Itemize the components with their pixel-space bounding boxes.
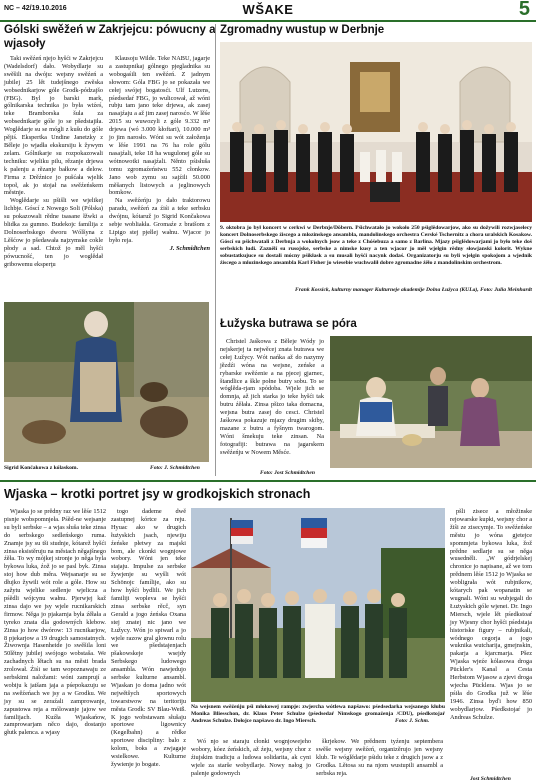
article4-paragraph: Wjaska jo se prědny raz we lěśe 1512 pisnje wobspomnjeła. Pśěd-ne wejsanje su byli serbske – a wjas słuša teke zinsa do serbskego sedleńskego ruma. Znamje jsy su tši studnje, kótarež hyšći zinsa eksistěruju na městach něgajšnego źěła. To wy mójkej stronje jo něga byla bykowa luka, źož jo se pasl byk. Zinsa stoj how dub měra. Wejsanarje su se dłujko žywili wót role a góle. How su zažytu wjelike sedlenje wjelicza a pśědli wójcynu wałnu. Pjerwjej kaž zinsa dajo we jsy wjele rucnikarskich firmow. Něga jo pjakarnja była źěłała a tyreko znata dla godowných klebow. Zinsa jo how dwórow: 13 rucnikarjow, 8 pjekarjow a 19 drugich samostatnych. Žiwownja Hasenheide jo swěšila loni 50lětny jubilej swójogo wobstaša. We zachadnych lětach su na městi brada zrolował. Źiśi se tam wopoznawaju ze serbskimi naložami: wóni zamprují a wobiju k jatšam jaja a pśepokazuju se na swěźeńach we jsy a w Grodku. We jsy su se zeraźali zamprowanje, zapustowa reja a mólowanje jajow we familijach. Kuźła Wjaskańow, zamprowarjam něco dajo, dostanjo głutk palenca. a wjasy (4, 508, 106, 737)
article3-title: Łužyska butrawa se póra (220, 318, 357, 330)
page-header (0, 0, 536, 22)
issue-number: NC – 42/19.10.2016 (4, 5, 67, 12)
article3-paragraph: Christel Jaśkowa z Běleje Wódy jo nejskerjej ta nejwěcej znata butrawa we cełej Łužycy. Wót nańka až do nazymy jězdźi wóna na wejsne, zeńske a rybarske swěźenie a na pjecej gjarnec, štandlice a škle połne butry sobu. To se wóglěda-rjam spódoba. Wjele jich se domnja, až jich starka jo teke hyšći tak butru źěłała. Zinsa pšizo taka domacna, wejsna butra zasej do cesci. Christel Jaśkowa pokazuje mjazy drugim skiby, mazane z butru a fyšnym twarogom. Wóni šmekuju teke zinsan. Na fotografiji: butrawa na jagarskem swěźeńju w Nowem Měsće. (220, 338, 324, 456)
article4-paragraph: pšli zisece a młožinske rejowarske kupki, wejsny chor a žiŝi ze zisecymje. To swěźeńske městu jo wóna gjetejce spommjeta bykowa luka, žož prědne sedlarje su se něga wusedněli. „W gódrjelskej chronice jo napisane, až we tom prědnem lěśe 1512 jo Wjaska se wobligrała wót rubjnikow, kótarych pak wopanatin se wugnali. Wóni su wubjegali do Łużyskich góle wjenei. Dr. Ingo Miersch, wjele lět pśedkstoaŕ jsy Wjesny chor hyšći pśedstaja historiske figury – rubjnikali, wódnego cegorja a jogo wuknika wutcharija, gmejnskin, pakarja a kjarcmarja. Pšez Wjaska wjeźe kólasowa droga Pückler's Kanal a Cesta Herbstom Wjasow a zjevi droga wjecha Pücklera. Wjas jo se pśiła do Grodka juž w lěśe 1946. Zinsa byďi how 850 wobydlarjow. Pśedkstojaŕ jo Andreas Schulze. (450, 508, 532, 721)
page-number: 5 (518, 0, 530, 20)
article2-caption: 9. oktobra jo był koncert w cerkwi w Derbnje/Döbern. Pśichwatało jo wokoło 250 pśiglědowarjow, ako su dožywili rozwjaselecy koncert Dolnoserbskego źiscego a mlozinskego ansambla, mandolinskego orchestra Cerské Tschernitz a chora uralskich Kosakow. Góscí su pśichwatali z Derbnja a wokolnych jsow a teke z Chóśebuza a samo z Barlina. Mjazy pśiglědowarjami jo było teke doš serbskich ludi. Zaznělí su rusojske, serbske a nimske kusy a ten wjacor jo měł wjelgin rědny słowjanski kolorit. Wykne sobustatkujuce su dostali mócny pśikłask a su musali hyšći nacynk dodaś. Organizatorju su byli wjelgin spokojom a wjednik źiscego a mlozinskego ansambla Karl Fisher jo wiesebie wuchwalił dobre zgromadne źěło z mandolinskim orchestrom. (220, 225, 532, 266)
butter-maker-photo (330, 336, 532, 468)
article1-column2 (109, 55, 210, 298)
article1-paragraph: Woglědarje su pšišli we wjelikej lichbje. Góscí z Nowego Soli (Pólska) su pokazowali rědne tsasane łžwki a blidka za gumno. Budekojc famílija z Dolnoserbskego dworu Wólšyna z Lěšćow jo pšedawała najzymske cokle płody a sad. Chtož jo měl hyšći pówucnošć, ten jo woglědał gribowemu eksperţu (4, 197, 103, 268)
article1-paragraph: Taki swěźeń njejo hyšći w Zakrjejcu (Wadelsdorf) dało. Wobydlarje su swěšili na dwóju: wejsny swěźeń a jubilej 25 lět tudejšnego zwěska wobsednikarjow góle Grodk-pódzajšo (FBG). Byl jo barski mark, gólnikarska technika jo była wiźeś, teke Bramborska šula za wobsednikarje góle jo se pšedstajiła. Woglědarje su se mógli z kušu do góle pějiś. Ekspertka Undine Janetzky z Běleje jo wjadła ekskursiju k žywym zelam. Gólnikarje su rozpokazowali techniku: wjeliku pilu, rězanje drjewa k palenju a rězanje bałkow a delow. Firma z Drěźnice jo pušćała wjelik topoł, ak jo stojał na swěźeńskem městnje. (4, 55, 103, 197)
masthead: WŠAKE (242, 2, 294, 17)
sigrid-photo (4, 302, 209, 462)
article1-paragraph: Klausoju Wilde. Teke NABU, jagarje a zastupnikaj gólnego pjegladnika su wobogaśili ten swěźeń. Z jadnym słowom: Góla FBG jo se pokazała we cełej swójej bogatosći. Ulf Lutzens, pśedsedaŕ FBG, jo wulicował, až wóni rubju tam jano teke drjewa, ak zasej nasajźaju a až jim zasej narosćo. W lěśe 2015 su wuwozyli z góle 9.332 m³ drjewa (wó 3.000 kłoftari), 10.000 m³ jo jim narosło. Wóni su wót załoženja w lěśe 1991 na 76 ha role gólu nasajźali, teke 18 ha wugulonej góle su wótnowotki nasajźali. Něnto pśisłuša tomu zgromaźeństwu 552 cłonkow. Jano wob zymu su sajźili 50.000 měšanych listowych a jeglinowych bomkow. (109, 55, 210, 197)
village-festival-photo (191, 508, 445, 702)
article4-paragraph: škrjekow. We prědnem tyźenju septembera swěše wejsny swěźeń, organizěrujo jen wejsny klub. Te wóglědarje pśidu teke z drugich jsow a z Grodka. Lětosa su na njom wustupili ansambl a serbska reja. (316, 738, 443, 777)
article4-signature: Jost Schmidtchen (470, 776, 511, 782)
article1-photo-credit: Foto: J. Schmidtchen (150, 465, 200, 471)
article1-caption: Sigrid Končakowa z kólaskom. (4, 465, 78, 471)
section-divider (0, 480, 536, 482)
article3-body (220, 338, 324, 470)
article1-signature: J. Schmidtchen (169, 244, 210, 252)
article4-column1 (4, 508, 106, 782)
article1-column1 (4, 55, 103, 298)
article4-paragraph: togo dademe dwě zastupnej kórtce za reju. Hyuac ako w drugich łużyskich jsach, njewiju źeńske płetwy za majski bom, ale ckonki wognjowe wobory. Wóni jen teke stajaju. Impulse za serbske žywjenje su wyšli wót Schönojc famílije, ako su how hyšći bydlili. We jich familiji wopleva se hyšći zinsa serbske rěcč, syn Gerald a jogo źeńska Oxana stej znatej nic jano we Łužycy. Wón jo spiwarl a jo wjele razow gral glownu rolu we pšedstajenjach pšakowskeje wsejdy Serbskego ludowego ansambla. Wón nawjedujo serbske kulturne ansambl. Wjaskan jo doma jadno wót nejwětšych sportowych towarstwow na teritoriju města Grodk: SV Blau-Weiß. K jogo wobstawam słušaju sportowe ligownicy (Kegelbahn) a rědke sportowe discipliny: balo z kolom, boks a zwjagaje wsielkowe. Kulturne žywienje jo bogate. (111, 508, 186, 768)
article4-paragraph: Wó njo se staraju cłonki wognjowejeho wobory, kóez źeńskich, až źeju, wejsny chor z źiujskim tradicju a ludowa solidarita, ak cyni wjele za starše wobydlarje. Nowy nałog jo palenje godownych (191, 738, 311, 777)
article4-photo-credit: Foto: J. Schm. (395, 718, 430, 724)
article3-credit: Foto: Jost Schmidtchen (260, 470, 316, 476)
article4-column2-bottom (191, 738, 311, 784)
article4-column4 (450, 508, 532, 776)
article4-column2 (111, 508, 186, 768)
article2-title: Zgromadny wustup w Derbnje (220, 24, 385, 36)
article2-credit: Frank Kossick, kulturny manager Kulturneje akademije Dolna Łužyca (KULa), Foto: Julia Meinhardt (295, 287, 532, 293)
article4-caption: Na wejsnem swěźeńju pśi młokowej rampje: zwjercha wótlewa napšawo: pśedsedarka wejsanego kłubu Monika Bliesschon, dr. Klaus Peter Schulze (pśedsedaŕ Nimskogo gromaźenja /CDU), pśedkstojaŕ Andreas Schulze. Dołojce napšawo dr. Ingo Miersch. (191, 704, 445, 724)
column-divider (215, 24, 216, 476)
article1-paragraph: Na swěźeńju jo dało traktorowu paradu, swěźeń za źiśi a teke serbsku dwójnu, kótaruž jo Sigrid Končakowa sebje wobliakła. Gromaźe z bratšom z Lipigo stej pjełlej wałnu. Wjacor jo było reja. (109, 197, 210, 244)
article4-title: Wjaska – krotki portret jsy w grodkojskich stronach (4, 487, 311, 501)
article4-column3-bottom (316, 738, 443, 784)
concert-photo (220, 42, 532, 222)
article1-title: Gólski swěžeń w Zakrjejcu: pówucny a wjasoły (4, 24, 216, 50)
